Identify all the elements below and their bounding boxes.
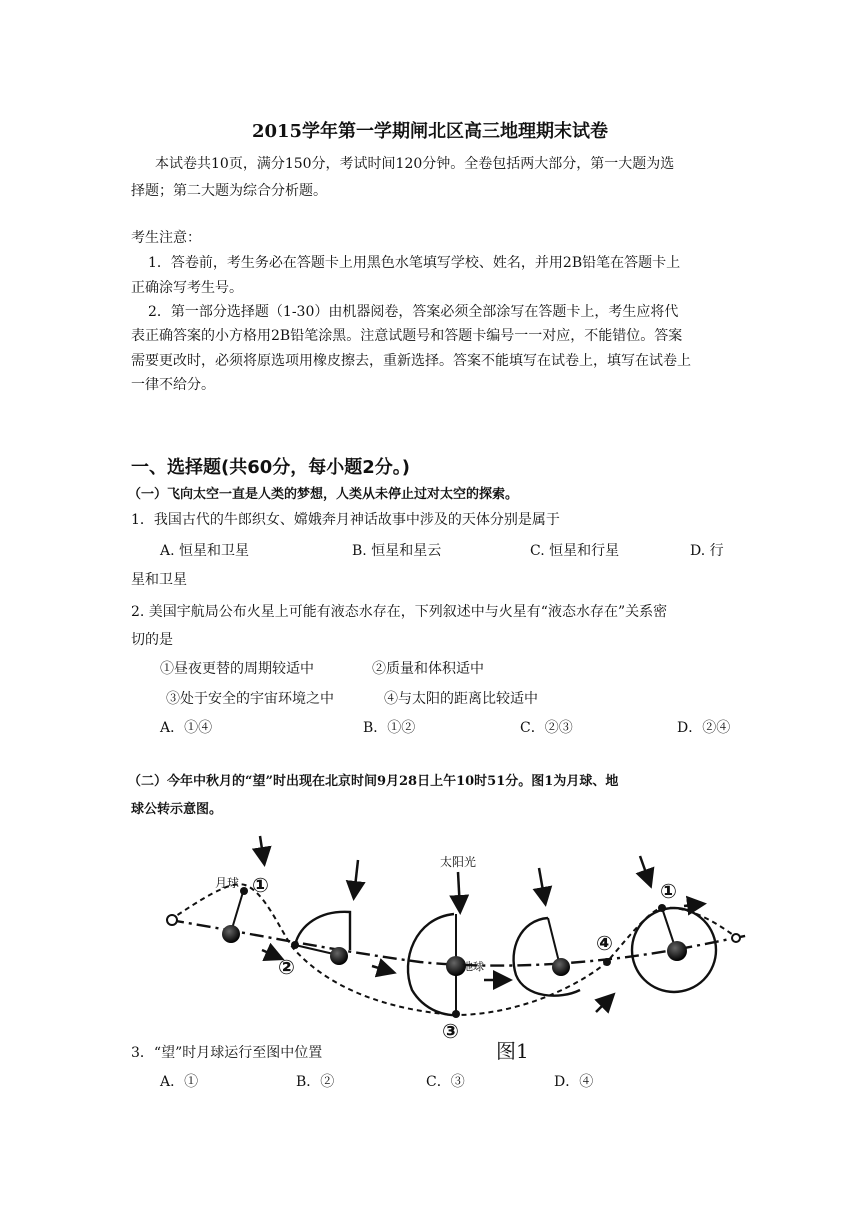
notice-item2-line3: 需要更改时，必须将原选项用橡皮擦去，重新选择。答案不能填写在试卷上，填写在试卷上	[131, 353, 691, 369]
marker-1-left: ①	[252, 873, 269, 897]
sun-ray-1	[260, 836, 264, 862]
earth-pos-1	[222, 925, 240, 943]
earth-pos-4	[552, 958, 570, 976]
q1-option-b: B. 恒星和星云	[352, 543, 442, 559]
notice-item2-line2: 表正确答案的小方格用2B铅笔涂黑。注意试题号和答题卡编号一一对应，不能错位。答案	[131, 328, 683, 344]
q2-statement-1: ①昼夜更替的周期较适中	[160, 661, 314, 677]
notice-item1-line2: 正确涂写考生号。	[131, 280, 243, 296]
earth-label: 地球	[462, 960, 484, 973]
q3-stem: 3．“望”时月球运行至图中位置	[131, 1045, 323, 1061]
notice-heading: 考生注意：	[131, 230, 201, 246]
sun-ray-5	[640, 856, 650, 884]
q1-option-a: A. 恒星和卫星	[160, 543, 250, 559]
earth-pos-5	[667, 941, 687, 961]
moon-pos-4	[603, 958, 611, 966]
notice-item2-line1: 2．第一部分选择题（1-30）由机器阅卷，答案必须全部涂写在答题卡上，考生应将代	[148, 304, 679, 320]
figure-1-orbit-diagram	[0, 820, 860, 1070]
section1-heading: 一、选择题(共60分，每小题2分。)	[131, 457, 411, 478]
intro-line-2: 择题；第二大题为综合分析题。	[131, 183, 327, 199]
q2-statement-4: ④与太阳的距离比较适中	[384, 691, 538, 707]
marker-1-right: ①	[660, 879, 677, 903]
marker-2: ②	[278, 955, 295, 979]
q3-option-b: B．②	[296, 1074, 335, 1090]
figure-caption: 图1	[496, 1039, 529, 1063]
small-dot-left	[167, 915, 177, 925]
sun-ray-2	[354, 860, 358, 896]
intro-line-1: 本试卷共10页，满分150分，考试时间120分钟。全卷包括两大部分，第一大题为选	[155, 156, 675, 172]
group2-intro-line1: （二）今年中秋月的“望”时出现在北京时间9月28日上午10时51分。图1为月球、地	[128, 774, 619, 789]
q3-option-c: C．③	[426, 1074, 465, 1090]
earth-pos-2	[330, 947, 348, 965]
group1-intro: （一）飞向太空一直是人类的梦想，人类从未停止过对太空的探索。	[128, 487, 519, 502]
q2-stem-line2: 切的是	[131, 632, 173, 648]
group2-intro-line2: 球公转示意图。	[131, 802, 223, 817]
sun-ray-4	[539, 868, 545, 902]
sun-ray-3	[458, 872, 460, 910]
q2-option-b: B．①②	[363, 720, 416, 736]
q2-stem-line1: 2. 美国宇航局公布火星上可能有液态水存在，下列叙述中与火星有“液态水存在”关系密	[131, 604, 668, 620]
small-dot-right	[732, 934, 740, 942]
moon-pos-1	[240, 887, 248, 895]
moon-pos-3	[452, 1010, 460, 1018]
q2-statement-3: ③处于安全的宇宙环境之中	[166, 691, 334, 707]
marker-3: ③	[442, 1019, 459, 1043]
q3-option-a: A．①	[160, 1074, 199, 1090]
q2-option-c: C．②③	[520, 720, 573, 736]
q1-option-c: C. 恒星和行星	[530, 543, 620, 559]
q1-option-d-cont: 星和卫星	[131, 572, 187, 588]
exam-title: 2015学年第一学期闸北区高三地理期末试卷	[251, 121, 609, 142]
moon-label: 月球	[215, 876, 240, 890]
moon-pos-5	[658, 904, 666, 912]
q3-option-d: D．④	[554, 1074, 594, 1090]
sunlight-label: 太阳光	[440, 855, 477, 869]
marker-4: ④	[596, 931, 613, 955]
q2-option-a: A．①④	[160, 720, 213, 736]
q1-option-d: D. 行	[690, 543, 724, 559]
q2-statement-2: ②质量和体积适中	[372, 661, 484, 677]
notice-item2-line4: 一律不给分。	[131, 377, 215, 393]
q1-stem: 1．我国古代的牛郎织女、嫦娥奔月神话故事中涉及的天体分别是属于	[131, 512, 560, 528]
q2-option-d: D．②④	[677, 720, 731, 736]
notice-item1-line1: 1．答卷前，考生务必在答题卡上用黑色水笔填写学校、姓名，并用2B铅笔在答题卡上	[148, 255, 681, 271]
moon-pos-2	[291, 941, 299, 949]
